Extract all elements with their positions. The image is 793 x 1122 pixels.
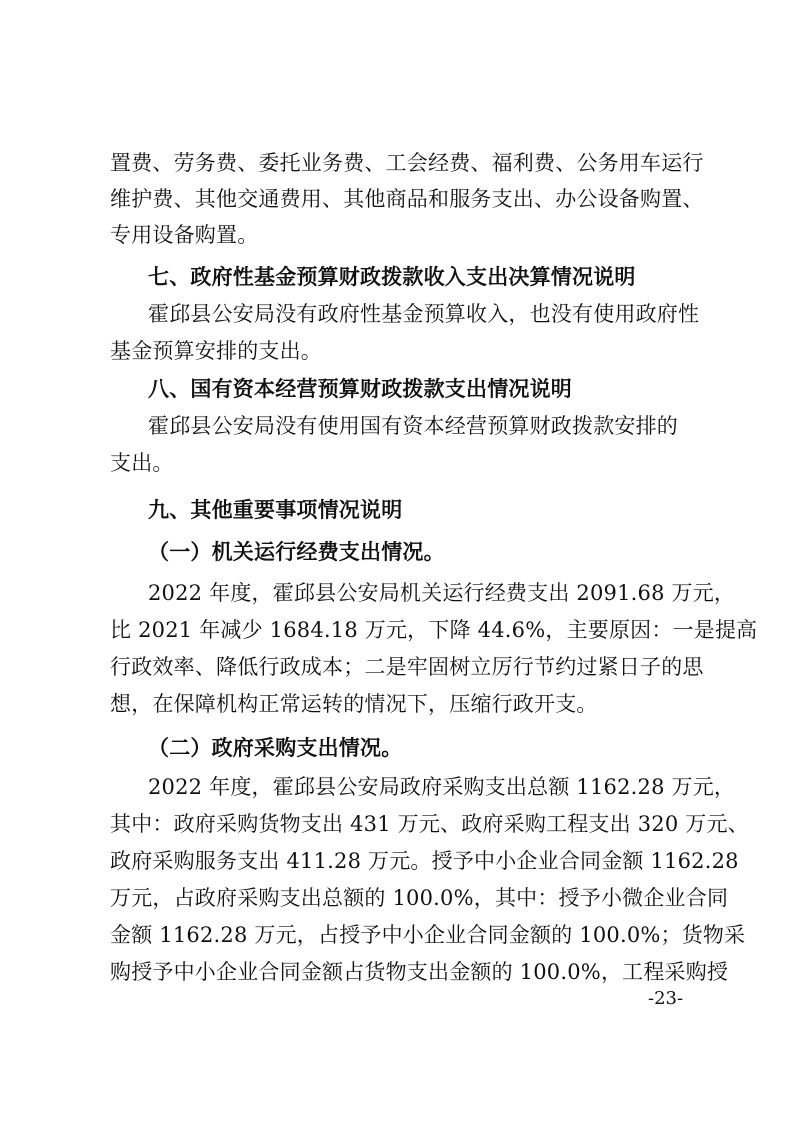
section-heading-9: 九、其他重要事项情况说明 — [148, 498, 403, 522]
body-text-line: 比 2021 年减少 1684.18 万元，下降 44.6%，主要原因：一是提高 — [110, 618, 758, 642]
body-text-line: 基金预算安排的支出。 — [110, 339, 322, 363]
subsection-heading-1: （一）机关运行经费支出情况。 — [148, 540, 445, 564]
body-text-line: 购授予中小企业合同金额占货物支出金额的 100.0%，工程采购授 — [110, 960, 729, 984]
body-text-line: 想，在保障机构正常运转的情况下，压缩行政开支。 — [110, 692, 598, 716]
body-text-line: 置费、劳务费、委托业务费、工会经费、福利费、公务用车运行 — [110, 151, 704, 175]
body-text-line: 专用设备购置。 — [110, 223, 259, 247]
body-text-line: 万元，占政府采购支出总额的 100.0%，其中：授予小微企业合同 — [110, 886, 729, 910]
body-text-line: 政府采购服务支出 411.28 万元。授予中小企业合同金额 1162.28 — [110, 849, 739, 873]
body-text-line: 2022 年度，霍邱县公安局政府采购支出总额 1162.28 万元， — [148, 775, 736, 799]
body-text-line: 2022 年度，霍邱县公安局机关运行经费支出 2091.68 万元， — [148, 581, 736, 605]
subsection-heading-2: （二）政府采购支出情况。 — [148, 736, 403, 760]
body-text-line: 其中：政府采购货物支出 431 万元、政府采购工程支出 320 万元、 — [110, 812, 749, 836]
page-number: -23- — [648, 988, 684, 1009]
body-text-line: 霍邱县公安局没有使用国有资本经营预算财政拨款安排的 — [148, 414, 678, 438]
body-text-line: 霍邱县公安局没有政府性基金预算收入，也没有使用政府性 — [148, 302, 700, 326]
body-text-line: 维护费、其他交通费用、其他商品和服务支出、办公设备购置、 — [110, 187, 704, 211]
section-heading-7: 七、政府性基金预算财政拨款收入支出决算情况说明 — [148, 265, 636, 289]
body-text-line: 支出。 — [110, 451, 174, 475]
section-heading-8: 八、国有资本经营预算财政拨款支出情况说明 — [148, 377, 572, 401]
body-text-line: 金额 1162.28 万元，占授予中小企业合同金额的 100.0%；货物采 — [110, 923, 746, 947]
body-text-line: 行政效率、降低行政成本；二是牢固树立厉行节约过紧日子的思 — [110, 655, 704, 679]
